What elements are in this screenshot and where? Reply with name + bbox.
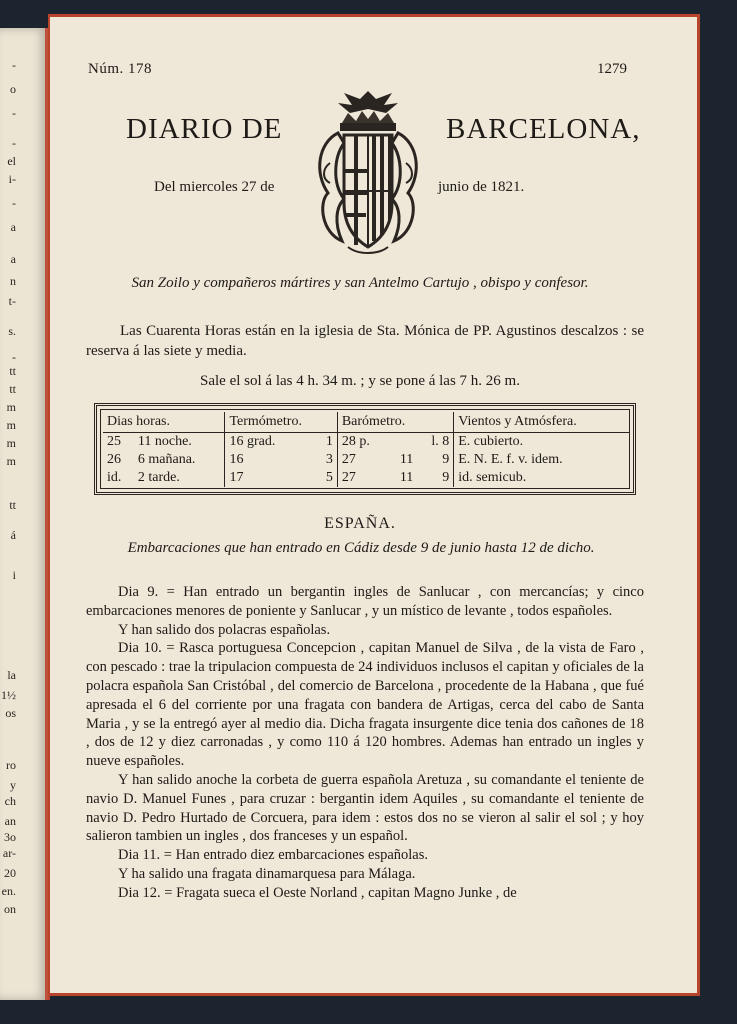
left-page-fragment: ch: [4, 794, 16, 808]
left-page-fragment: 3o: [4, 830, 16, 844]
page-number: 1279: [597, 61, 627, 77]
left-page-fragment: el: [7, 154, 16, 168]
paragraph: Y han salido dos polacras españolas.: [118, 621, 331, 638]
left-page-fragment: 20: [4, 866, 16, 880]
left-page-fragment: a: [10, 220, 16, 234]
newspaper-page: [48, 14, 700, 996]
article-body: [86, 583, 644, 903]
row-baro-inches: 27: [337, 451, 387, 469]
row-wind: id. semicub.: [454, 469, 629, 487]
left-page-fragment: o: [10, 82, 16, 96]
sunrise-sunset: Sale el sol á las 4 h. 34 m. ; y se pone á las 7 h. 26 m.: [200, 373, 520, 389]
left-page-fragment: n: [10, 274, 16, 288]
left-page-fragment: i-: [8, 172, 16, 186]
article-subtitle: Embarcaciones que han entrado en Cádiz desde 9 de junio hasta 12 de dicho.: [127, 540, 595, 556]
row-baro-inches: 27: [337, 469, 387, 487]
row-wind: E. cubierto.: [454, 433, 629, 452]
left-page-fragment: tt: [9, 382, 16, 396]
left-page-fragment: ro: [6, 758, 16, 772]
left-page-fragment: m: [6, 418, 16, 432]
row-baro-lines: [388, 433, 418, 452]
left-page-fragment: m: [6, 454, 16, 468]
left-page-fragment: 1½: [1, 688, 16, 702]
paragraph: Dia 10. = Rasca portuguesa Concepcion , capitan Manuel de Silva , de la vista de Faro , con pescado : trae la tripulacion compuesta de 24 individuos inclusos el capitan y oficiales de la polacra española San Cristóbal , del comercio de Barcelona , procedente de la Habana , que fué apresada el 6 del corriente por una fragata con bandera de Artigas, cerca del cabo de Santa Maria , y se la entregó ayer al medio dia. Dicha fragata insurgente dice tenia dos cañones de 18 , dos de 12 y diez carronadas , y como 110 á 120 hombres. Ademas han entrado un ingles y nueve españoles.: [86, 640, 644, 770]
row-baro-lines: 11: [399, 470, 414, 485]
row-therm-fraction: 3: [325, 452, 333, 467]
weather-table: [103, 412, 629, 487]
left-page-fragment: s.: [8, 324, 16, 338]
left-page-fragment: ar-: [2, 846, 16, 860]
left-page-fragment: m: [6, 436, 16, 450]
left-page-fragment: os: [5, 706, 16, 720]
row-baro-lines: 11: [399, 452, 414, 467]
row-baro-fraction: 9: [442, 452, 450, 467]
paragraph: Dia 12. = Fragata sueca el Oeste Norland , capitan Magno Junke , de: [118, 884, 517, 901]
left-page-fragment: -: [12, 350, 16, 364]
left-page-fragment: y: [10, 778, 16, 792]
row-therm-fraction: 5: [325, 470, 333, 485]
col-header-barometer: Barómetro.: [337, 412, 453, 433]
left-page-fragment: t-: [8, 294, 16, 308]
left-page-fragment: on: [4, 902, 16, 916]
table-row: [103, 433, 629, 452]
row-day: id.: [107, 470, 122, 485]
issue-date-left: Del miercoles 27 de: [154, 179, 275, 195]
left-page-fragment: -: [12, 106, 16, 120]
table-row: [103, 451, 629, 469]
saints-of-the-day: San Zoilo y compañeros mártires y san Antelmo Cartujo , obispo y confesor.: [131, 275, 589, 291]
paragraph: Y han salido anoche la corbeta de guerra española Aretuza , su comandante el teniente de navio D. Manuel Funes , para cruzar : bergantin idem Aquiles , su comandante el teniente de navio D. Pedro Hurtado de Corcuera, para idem : estos dos no se vieron al salir el sol ; y hoy salieron tambien un ingles , dos franceses y un español.: [86, 771, 644, 845]
barcelona-coat-of-arms-icon: [308, 83, 428, 259]
row-therm: 16 grad.: [225, 433, 312, 452]
left-page-fragment: tt: [9, 498, 16, 512]
row-day: 26: [107, 452, 121, 467]
row-wind: E. N. E. f. v. idem.: [454, 451, 629, 469]
masthead-title-left: DIARIO DE: [126, 113, 283, 145]
left-page-fragment: la: [7, 668, 16, 682]
col-header-thermometer: Termómetro.: [225, 412, 337, 433]
left-page-fragment: i: [12, 568, 16, 582]
left-page-fragment: -: [12, 136, 16, 150]
left-page-fragment: m: [6, 400, 16, 414]
row-day: 25: [107, 434, 121, 449]
left-page-fragment: -: [12, 58, 16, 72]
col-header-days: Dias horas.: [103, 412, 225, 433]
left-page-fragment: tt: [9, 364, 16, 378]
left-page-fragment: en.: [1, 884, 16, 898]
issue-date-right: junio de 1821.: [438, 179, 525, 195]
table-row: [103, 469, 629, 487]
row-time: 11 noche.: [137, 434, 192, 449]
masthead-title-right: BARCELONA,: [446, 113, 641, 145]
section-title: ESPAÑA.: [324, 515, 396, 532]
row-time: 2 tarde.: [137, 470, 180, 485]
weather-table-frame: [94, 403, 636, 495]
issue-number: Núm. 178: [88, 61, 152, 77]
left-page-fragment: -: [12, 196, 16, 210]
left-page-fragment: an: [4, 814, 16, 828]
left-page-edge: [0, 28, 50, 1000]
row-baro-fraction: 9: [442, 470, 450, 485]
paragraph: Y ha salido una fragata dinamarquesa para Málaga.: [118, 865, 416, 882]
paragraph: Dia 9. = Han entrado un bergantin ingles de Sanlucar , con mercancías; y cinco embarcaciones menores de poniente y Sanlucar , y un místico de levante , todos españoles.: [86, 584, 644, 619]
left-page-fragment: á: [10, 528, 16, 542]
row-therm: 16: [225, 451, 312, 469]
row-therm: 17: [225, 469, 312, 487]
paragraph: Dia 11. = Han entrado diez embarcaciones españolas.: [118, 847, 429, 864]
left-page-fragment: a: [10, 252, 16, 266]
row-baro-fraction: l. 8: [431, 434, 450, 449]
row-therm-fraction: 1: [325, 434, 333, 449]
row-time: 6 mañana.: [137, 452, 196, 467]
forty-hours-notice: Las Cuarenta Horas están en la iglesia de Sta. Mónica de PP. Agustinos descalzos : se reserva á las siete y media.: [86, 323, 644, 359]
row-baro-inches: 28 p.: [337, 433, 387, 452]
col-header-wind: Vientos y Atmósfera.: [454, 412, 629, 433]
